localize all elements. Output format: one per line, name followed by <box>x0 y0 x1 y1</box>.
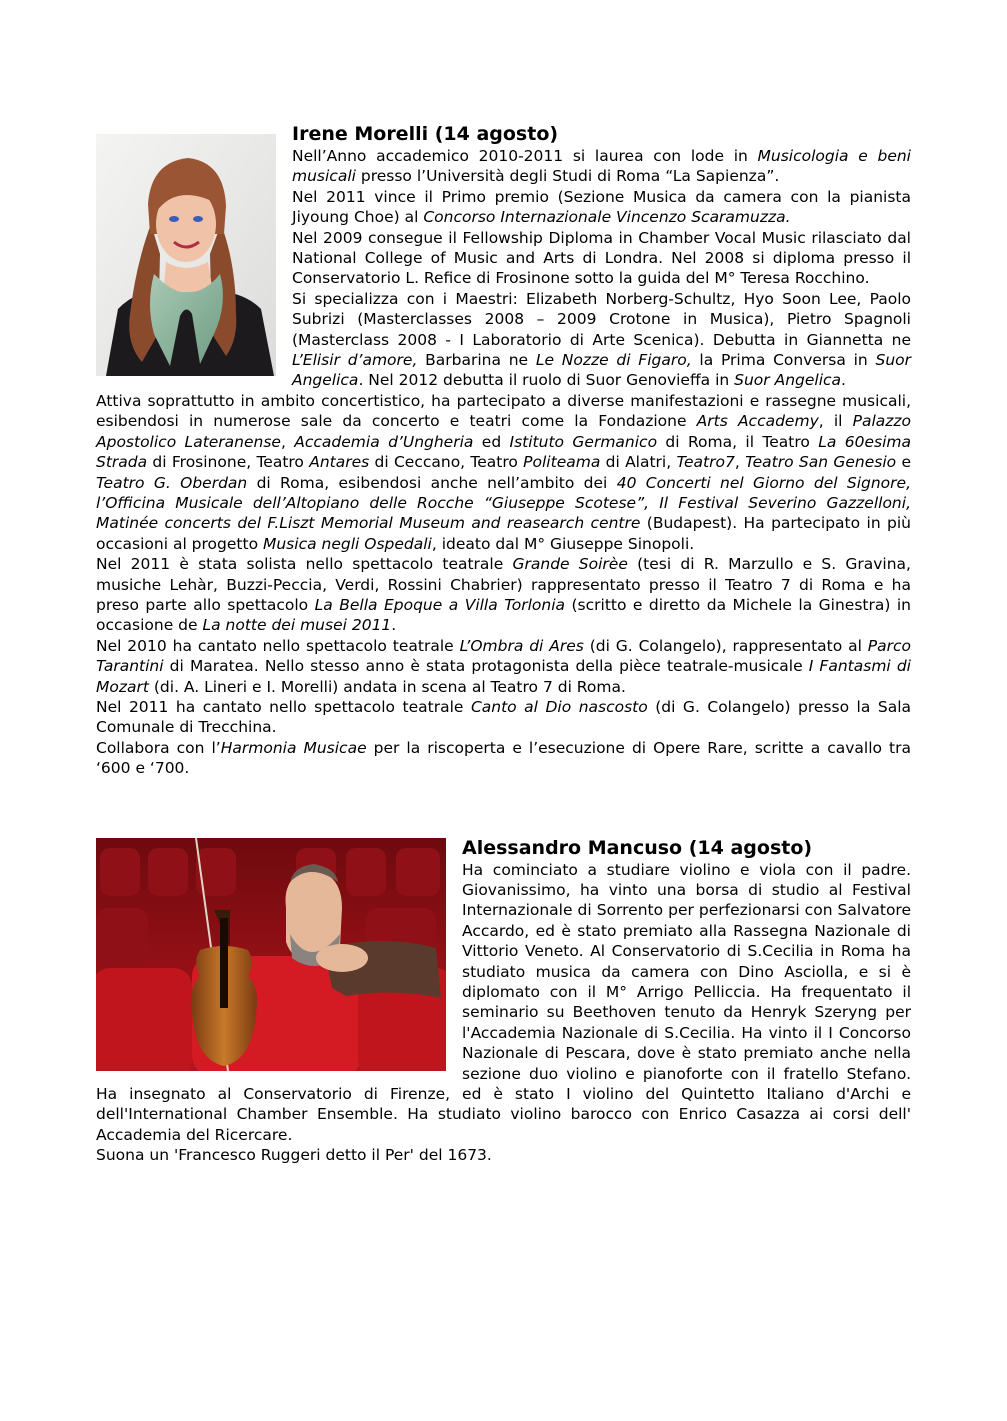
text-run: Nel 2009 consegue il Fellowship Diploma in Chamber Vocal Music rilasciato dal National College of Music and Arts di Londra. Nel 2008 si diploma presso il Conservatorio L. Refice di Frosinone sotto la guida del M° Teresa Rocchino. <box>292 228 911 288</box>
text-run: per la riscoperta e l’esecuzione di Opere Rare, scritte a cavallo tra ‘600 e ‘700. <box>96 738 911 778</box>
text-run: Ha cominciato a studiare violino e viola con il padre. Giovanissimo, ha vinto una borsa di studio al Festival Internazionale di Sorrento per perfezionarsi con Salvatore Accardo, ed è stato premiato alla Rassegna Nazionale di Vittorio Veneto. Al Conservatorio di S.Cecilia in Roma ha studiato musica da camera con Dino Asciolla, e si è diplomato con il M° Arrigo Pelliccia. Ha frequentato il seminario su Beethoven tenuto da Henryk Szeryng per l'Accademia Nazionale di S.Cecilia. Ha vinto il I Concorso Nazionale di Pescara, dove è stato premiato anche nella sezione duo violino e pianoforte con il fratello Stefano. Ha insegnato al Conservatorio di Firenze, ed è stato I violino del Quintetto Italiano d'Archi e dell'International Chamber Ensemble. Ha studiato violino barocco con Enrico Casazza ai corsi dell' Accademia del Ricercare. <box>96 860 911 1144</box>
text-run: Attiva soprattutto in ambito concertistico, ha partecipato a diverse manifestazioni e rassegne musicali, esibendosi in numerose sale da concerto e teatri come la Fondazione <box>96 391 911 431</box>
text-run: . Nel 2012 debutta il ruolo di Suor Genovieffa in <box>358 371 735 390</box>
italic-text-run: Grande Soirèe <box>512 555 628 574</box>
text-run: (di G. Colangelo) presso la Sala Comunale di Trecchina. <box>96 697 911 737</box>
text-run: di Maratea. Nello stesso anno è stata protagonista della pièce teatrale-musicale <box>163 657 809 676</box>
bio-alessandro-mancuso <box>96 836 911 1166</box>
text-run: (scritto e diretto da Michele la Ginestra) in occasione de <box>96 595 911 635</box>
italic-text-run: I Fantasmi di Mozart <box>96 657 911 696</box>
text-run: di Frosinone, Teatro <box>147 453 310 472</box>
bio-irene-morelli <box>96 122 911 779</box>
italic-text-run: Suor Angelica <box>292 351 912 390</box>
text-run: (di G. Colangelo), rappresentato al <box>583 636 868 655</box>
text-run: , ideato dal M° Giuseppe Sinopoli. <box>431 534 695 553</box>
text-run: . <box>841 371 846 390</box>
text-run: di Roma, il Teatro <box>657 432 819 451</box>
italic-text-run: Teatro San Genesio <box>745 453 897 472</box>
italic-text-run: Harmonia Musicae <box>220 738 367 757</box>
italic-text-run: Concorso Internazionale Vincenzo Scaramuzza. <box>423 208 791 227</box>
bio-paragraph <box>96 697 911 738</box>
italic-text-run: Musica negli Ospedali <box>262 534 432 553</box>
italic-text-run: Politeama <box>523 453 601 472</box>
text-run: di Roma, esibendosi anche nell’ambito dei <box>247 473 617 492</box>
italic-text-run: Accademia d’Ungheria <box>294 432 474 451</box>
text-run: , <box>280 432 295 451</box>
text-run: Nel 2011 ha cantato nello spettacolo teatrale <box>96 697 471 716</box>
italic-text-run: La Bella Epoque a Villa Torlonia <box>314 595 566 614</box>
bio-title: Alessandro Mancuso (14 agosto) <box>462 836 813 859</box>
italic-text-run: Istituto Germanico <box>509 432 658 451</box>
text-run: Nell’Anno accademico 2010-2011 si laurea con lode in <box>292 147 758 165</box>
text-run: (tesi di R. Marzullo e S. Gravina, musiche Lehàr, Buzzi-Peccia, Verdi, Rossini Chabrier) rappresentato presso il Teatro 7 di Roma e ha preso parte allo spettacolo <box>96 555 911 614</box>
text-run: . <box>391 616 397 635</box>
italic-text-run: Teatro G. Oberdan <box>96 473 248 492</box>
bio-paragraph <box>96 1145 911 1165</box>
text-run: Barbarina ne <box>417 351 536 370</box>
text-run: Nel 2011 è stata solista nello spettacolo teatrale <box>96 555 513 574</box>
text-run: la Prima Conversa in <box>691 351 876 370</box>
text-run: Nel 2010 ha cantato nello spettacolo teatrale <box>96 636 460 655</box>
italic-text-run: L’Ombra di Ares <box>459 636 584 655</box>
bio-paragraph <box>96 636 911 697</box>
bio-paragraph <box>96 738 911 779</box>
text-run: Suona un 'Francesco Ruggeri detto il Per' del 1673. <box>96 1146 492 1165</box>
italic-text-run: Canto al Dio nascosto <box>470 697 648 716</box>
italic-text-run: La 60esima Strada <box>96 432 911 472</box>
italic-text-run: Antares <box>309 453 370 472</box>
italic-text-run: Le Nozze di Figaro, <box>535 351 692 370</box>
italic-text-run: L’Elisir d’amore, <box>292 351 418 370</box>
text-run: e <box>896 453 911 472</box>
italic-text-run: Arts Accademy <box>696 412 819 431</box>
italic-text-run: 40 Concerti nel Giorno del Signore, l’Officina Musicale dell’Altopiano delle Rocche “Giuseppe Scotese”, Il Festival Severino Gazzelloni, Matinée concerts del F.Liszt Memorial Museum and reasearch centre <box>96 473 911 533</box>
text-run: , il <box>818 412 853 431</box>
portrait-photo-irene-morelli <box>96 134 276 376</box>
text-run: (Budapest). Ha partecipato in più occasioni al progetto <box>96 514 911 553</box>
italic-text-run: Suor Angelica <box>734 371 842 390</box>
portrait-photo-alessandro-mancuso <box>96 838 446 1071</box>
text-run: ed <box>473 432 510 451</box>
italic-text-run: Palazzo Apostolico Lateranense <box>96 412 911 451</box>
italic-text-run: Musicologia e beni musicali <box>292 147 911 186</box>
text-run: Collabora con l’ <box>96 738 221 757</box>
italic-text-run: Teatro7 <box>676 453 735 472</box>
italic-text-run: Parco Tarantini <box>96 636 911 676</box>
bio-paragraph <box>96 391 911 554</box>
bio-title: Irene Morelli (14 agosto) <box>292 123 559 145</box>
document-page <box>96 122 911 1166</box>
text-run: , <box>734 453 746 472</box>
text-run: di Ceccano, Teatro <box>369 453 524 472</box>
text-run: presso l’Università degli Studi di Roma “La Sapienza”. <box>355 167 780 186</box>
text-run: Nel 2011 vince il Primo premio (Sezione Musica da camera con la pianista Jiyoung Choe) al <box>292 187 911 227</box>
bio-paragraph <box>96 554 911 636</box>
italic-text-run: La notte dei musei 2011 <box>202 616 392 635</box>
text-run: di Alatri, <box>600 453 677 472</box>
text-run: (di. A. Lineri e I. Morelli) andata in scena al Teatro 7 di Roma. <box>148 677 626 696</box>
text-run: Si specializza con i Maestri: Elizabeth Norberg-Schultz, Hyo Soon Lee, Paolo Subrizi (Masterclasses 2008 – 2009 Crotone in Musica), Pietro Spagnoli (Masterclass 2008 - I Laboratorio di Arte Scenica). Debutta in Giannetta ne <box>292 289 911 349</box>
